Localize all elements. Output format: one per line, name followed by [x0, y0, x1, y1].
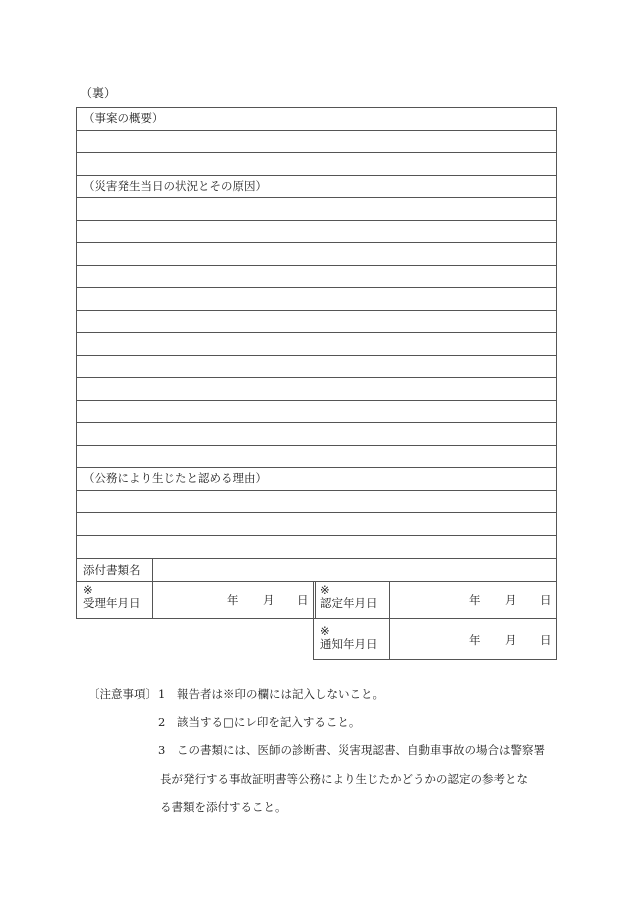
- office-use-mark: ※: [320, 624, 330, 638]
- note-number: 2: [158, 715, 166, 729]
- situation-line[interactable]: [77, 446, 556, 469]
- situation-line[interactable]: [77, 243, 556, 266]
- section-heading-situation: （災害発生当日の状況とその原因）: [77, 176, 556, 199]
- note-item-3-line-2: 長が発行する事故証明書等公務により生じたかどうかの認定の参考とな: [160, 772, 528, 786]
- reason-line[interactable]: [77, 491, 556, 514]
- situation-line[interactable]: [77, 333, 556, 356]
- case-summary-line[interactable]: [77, 131, 556, 154]
- year-unit: 年: [227, 593, 239, 607]
- receipt-date-row: [76, 581, 316, 619]
- year-unit: 年: [469, 593, 481, 607]
- month-unit: 月: [505, 593, 517, 607]
- notification-date-field[interactable]: [390, 619, 556, 659]
- notification-date-caption: 通知年月日: [320, 637, 378, 651]
- note-item-2: 該当する□にレ印を記入すること。: [177, 715, 361, 729]
- situation-line[interactable]: [77, 288, 556, 311]
- attachments-field[interactable]: [153, 559, 556, 581]
- day-unit: 日: [540, 593, 552, 607]
- situation-line[interactable]: [77, 311, 556, 334]
- situation-line[interactable]: [77, 266, 556, 289]
- year-unit: 年: [469, 633, 481, 647]
- certification-date-field[interactable]: [390, 582, 556, 618]
- month-unit: 月: [505, 633, 517, 647]
- reason-line[interactable]: [77, 536, 556, 559]
- situation-line[interactable]: [77, 221, 556, 244]
- note-item-1: 報告者は※印の欄には記入しないこと。: [177, 687, 384, 701]
- receipt-date-field[interactable]: [153, 582, 315, 618]
- note-item-3-line-1: この書類には、医師の診断書、災害現認書、自動車事故の場合は警察署: [177, 743, 545, 757]
- attachments-label: 添付書類名: [77, 559, 153, 581]
- day-unit: 日: [297, 593, 309, 607]
- reason-line[interactable]: [77, 513, 556, 536]
- note-number: 3: [158, 743, 166, 757]
- situation-line[interactable]: [77, 423, 556, 446]
- notification-date-label: [314, 619, 390, 659]
- notes-heading: 〔注意事項〕: [88, 687, 157, 701]
- certification-date-label: [314, 582, 390, 618]
- section-heading-case-summary: （事案の概要）: [77, 108, 556, 131]
- situation-line[interactable]: [77, 356, 556, 379]
- situation-line[interactable]: [77, 378, 556, 401]
- situation-line[interactable]: [77, 198, 556, 221]
- month-unit: 月: [263, 593, 275, 607]
- note-item-3-line-3: る書類を添付すること。: [160, 800, 287, 814]
- case-summary-line[interactable]: [77, 153, 556, 176]
- receipt-date-label: [77, 582, 153, 618]
- notification-date-row: [313, 618, 557, 660]
- receipt-date-caption: 受理年月日: [83, 596, 141, 610]
- day-unit: 日: [540, 633, 552, 647]
- situation-line[interactable]: [77, 401, 556, 424]
- attachments-row: [76, 558, 557, 582]
- office-use-mark: ※: [83, 583, 93, 597]
- report-form-table: [76, 107, 557, 559]
- certification-date-caption: 認定年月日: [320, 596, 378, 610]
- back-side-label: （裏）: [80, 86, 117, 100]
- office-use-mark: ※: [320, 583, 330, 597]
- note-number: 1: [158, 687, 166, 701]
- section-heading-reason: （公務により生じたと認める理由）: [77, 468, 556, 491]
- certification-date-row: [313, 581, 557, 619]
